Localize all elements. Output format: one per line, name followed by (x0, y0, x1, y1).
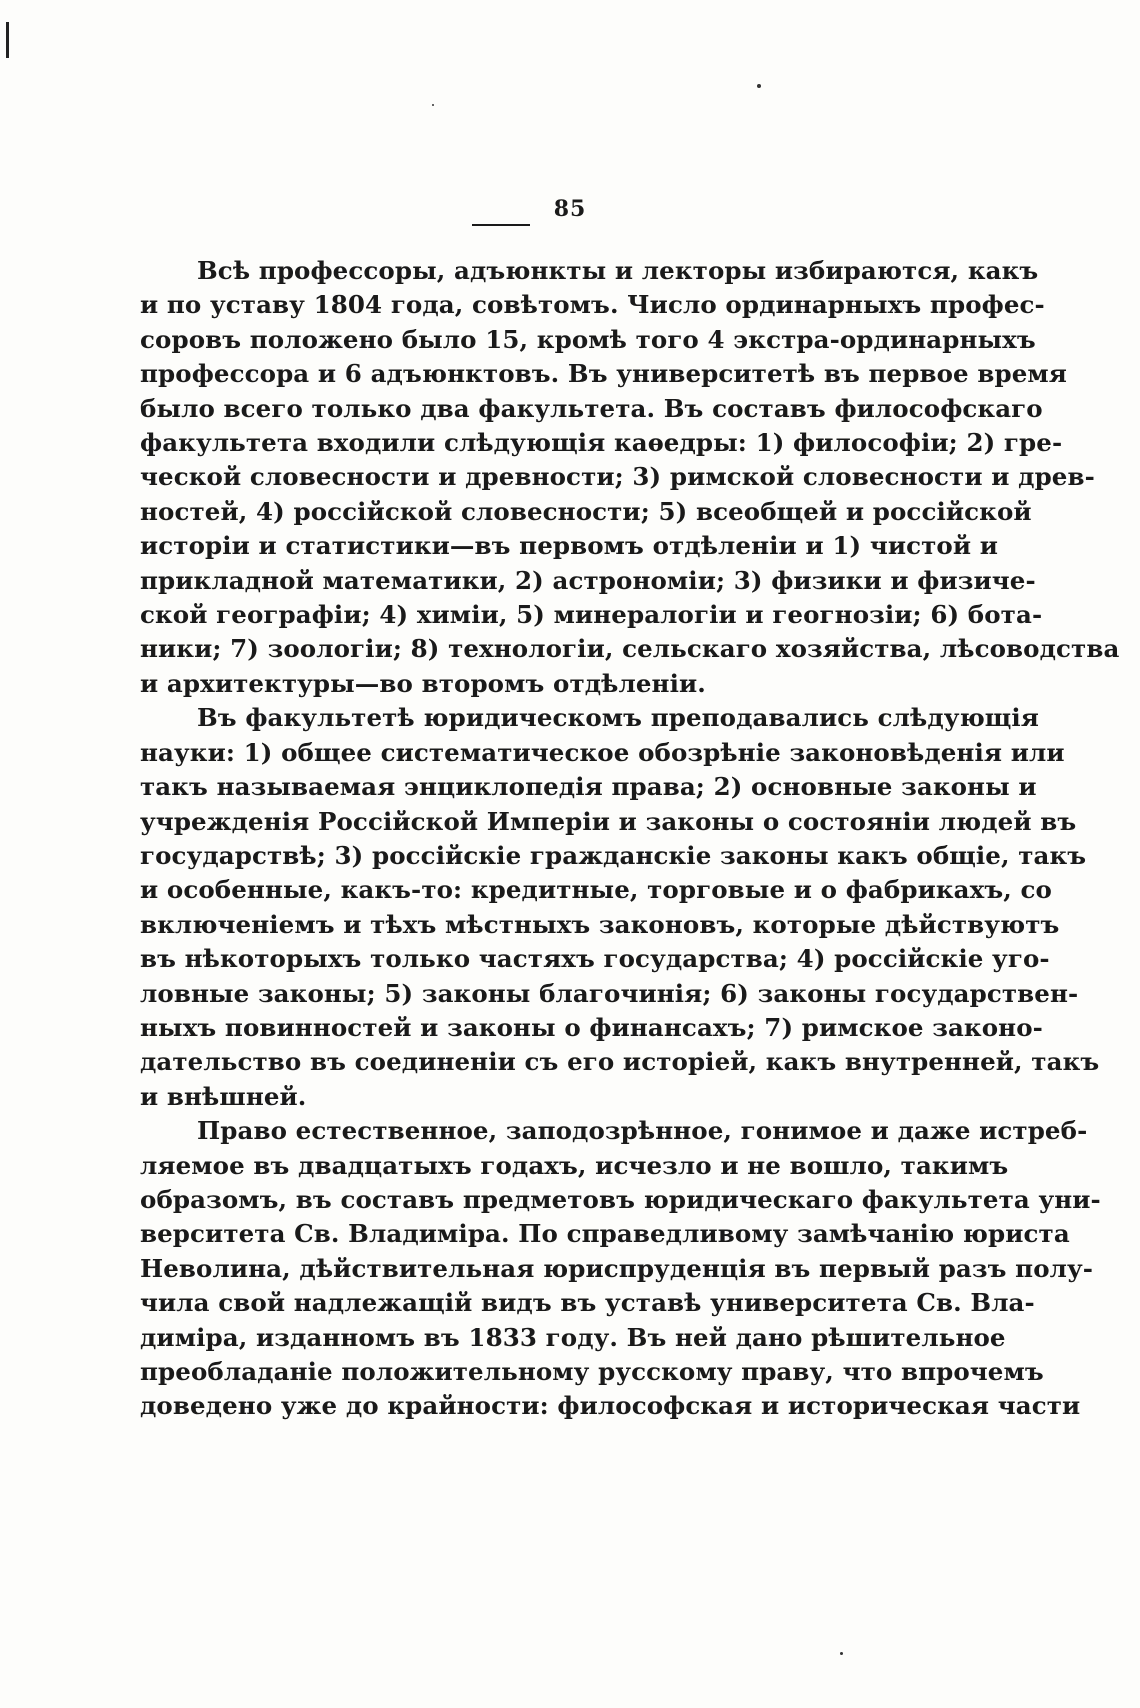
paragraph (140, 701, 1100, 1114)
text-line: Право естественное, заподозрѣнное, гонимое и даже истреб- (197, 1116, 1088, 1146)
text-line: ныхъ повинностей и законы о финансахъ; 7) римское законо- (140, 1012, 1043, 1042)
text-line: ческой словесности и древности; 3) римской словесности и древ- (140, 462, 1095, 492)
paragraph (140, 1114, 1101, 1424)
ink-speck (757, 84, 761, 88)
text-line: прикладной математики, 2) астрономіи; 3) физики и физиче- (140, 565, 1036, 595)
text-line: доведено уже до крайности: философская и историческая части (140, 1391, 1081, 1421)
page-number-rule (472, 224, 530, 226)
text-line: Неволина, дѣйствительная юриспруденція въ первый разъ полу- (140, 1253, 1094, 1283)
text-line: Въ факультетѣ юридическомъ преподавались слѣдующія (197, 703, 1040, 733)
text-line: преобладаніе положительному русскому праву, что впрочемъ (140, 1357, 1044, 1386)
text-line: такъ называемая энциклопедія права; 2) основные законы и (140, 772, 1037, 802)
text-line: диміра, изданномъ въ 1833 году. Въ ней дано рѣшительное (140, 1322, 1006, 1352)
text-line: ностей, 4) россійской словесности; 5) всеобщей и россійской (140, 496, 1032, 526)
text-line: образомъ, въ составъ предметовъ юридическаго факультета уни- (140, 1184, 1101, 1214)
text-line: верситета Св. Владиміра. По справедливому замѣчанію юриста (140, 1219, 1070, 1249)
ink-speck (840, 1652, 843, 1655)
text-line: и архитектуры—во второмъ отдѣленіи. (140, 668, 706, 698)
text-line: Всѣ профессоры, адъюнкты и лекторы избираются, какъ (197, 256, 1039, 285)
text-line: ловные законы; 5) законы благочинія; 6) законы государствен- (140, 978, 1079, 1008)
page-number: 85 (553, 196, 587, 222)
text-line: ники; 7) зоологіи; 8) технологіи, сельскаго хозяйства, лѣсоводства (140, 634, 1120, 664)
text-line: исторіи и статистики—въ первомъ отдѣленіи и 1) чистой и (140, 531, 999, 561)
text-line: учрежденія Россійской Имперіи и законы о состояніи людей въ (140, 806, 1077, 836)
text-line: факультета входили слѣдующія каѳедры: 1) философіи; 2) гре- (140, 428, 1063, 458)
ink-speck (432, 104, 434, 106)
text-line: ляемое въ двадцатыхъ годахъ, исчезло и не вошло, такимъ (140, 1150, 1009, 1180)
text-line: ской географіи; 4) химіи, 5) минералогіи и геогнозіи; 6) бота- (140, 600, 1043, 630)
text-line: въ нѣкоторыхъ только частяхъ государства; 4) россійскіе уго- (140, 944, 1050, 974)
text-line: государствѣ; 3) россійскіе гражданскіе законы какъ общіе, такъ (140, 840, 1087, 870)
body-text (140, 254, 1120, 1424)
text-line: и по уставу 1804 года, совѣтомъ. Число ординарныхъ профес- (140, 290, 1045, 320)
text-line: науки: 1) общее систематическое обозрѣніе законовѣденія или (140, 737, 1065, 767)
text-line: было всего только два факультета. Въ составъ философскаго (140, 393, 1043, 423)
text-line: чила свой надлежащій видъ въ уставѣ университета Св. Вла- (140, 1288, 1035, 1318)
paragraph (140, 254, 1120, 701)
text-line: профессора и 6 адъюнктовъ. Въ университетѣ въ первое время (140, 359, 1067, 389)
text-line: включеніемъ и тѣхъ мѣстныхъ законовъ, которые дѣйствуютъ (140, 909, 1060, 939)
text-line: и внѣшней. (140, 1081, 307, 1111)
text-line: соровъ положено было 15, кромѣ того 4 экстра-ординарныхъ (140, 324, 1036, 354)
text-line: и особенные, какъ-то: кредитные, торговые и о фабрикахъ, со (140, 875, 1052, 905)
text-line: дательство въ соединеніи съ его исторіей, какъ внутренней, такъ (140, 1047, 1100, 1077)
scan-edge-mark (6, 22, 9, 58)
